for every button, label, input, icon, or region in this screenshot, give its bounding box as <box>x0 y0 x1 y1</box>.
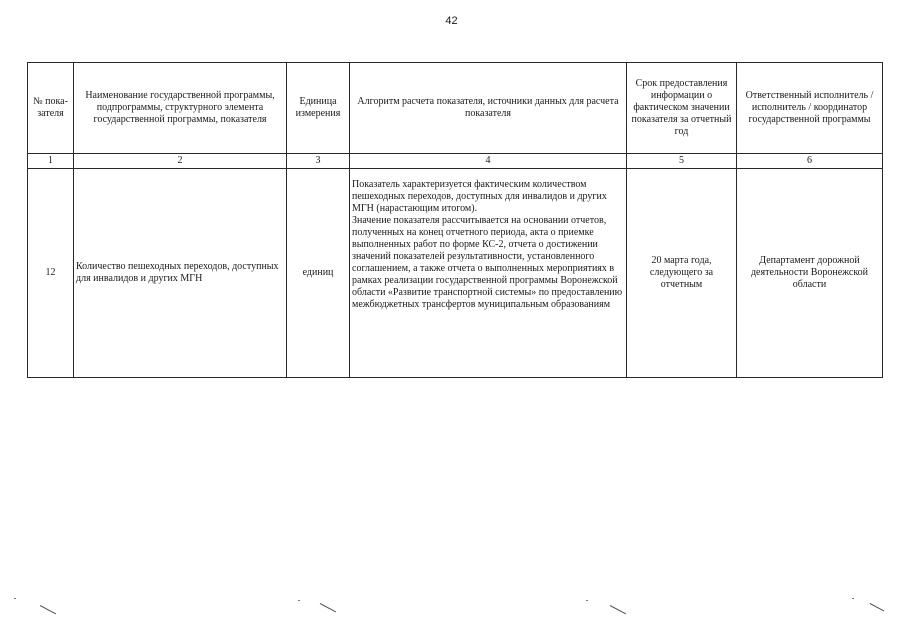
header-responsible: Ответственный исполнитель / исполнитель / координатор государственной программы <box>737 63 883 154</box>
column-number: 1 <box>28 154 74 169</box>
algorithm-paragraph: Значение показателя рассчитывается на основании отчетов, полученных на конец отчетного периода, акта о приемке выполненных работ по форме КС-2, отчета о достижении значений показателей результативности, установленного соглашением, а также отчета о выполненных мероприятиях в рамках реализации государственной программы Воронежской области «Развитие транспортной системы» по предоставлению межбюджетных трансфертов муниципальным образованиям <box>352 215 623 310</box>
column-number-row <box>28 154 883 169</box>
scan-artifact <box>40 605 56 614</box>
header-unit: Единица измерения <box>287 63 350 154</box>
header-indicator-number: № пока- зателя <box>28 63 74 154</box>
header-program-name: Наименование государственной программы, подпрограммы, структурного элемента государственной программы, показателя <box>74 63 287 154</box>
row-deadline: 20 марта года, следующего за отчетным <box>627 169 737 378</box>
column-number: 5 <box>627 154 737 169</box>
row-algorithm <box>350 169 627 378</box>
scan-artifact <box>870 603 885 611</box>
header-deadline: Срок предоставления информации о фактическом значении показателя за отчетный год <box>627 63 737 154</box>
row-responsible: Департамент дорожной деятельности Воронежской области <box>737 169 883 378</box>
row-indicator-name: Количество пешеходных переходов, доступных для инвалидов и других МГН <box>74 169 287 378</box>
scan-artifact <box>298 600 300 601</box>
header-algorithm: Алгоритм расчета показателя, источники данных для расчета показателя <box>350 63 627 154</box>
page-number: 42 <box>445 15 458 27</box>
row-number: 12 <box>28 169 74 378</box>
scan-artifact <box>852 598 854 599</box>
table-header-row <box>28 63 883 154</box>
column-number: 2 <box>74 154 287 169</box>
row-unit: единиц <box>287 169 350 378</box>
column-number: 4 <box>350 154 627 169</box>
column-number: 3 <box>287 154 350 169</box>
scan-artifact <box>610 605 626 614</box>
scan-artifact <box>586 600 588 601</box>
scan-artifact <box>320 603 336 612</box>
table-row <box>28 169 883 378</box>
algorithm-paragraph: Показатель характеризуется фактическим количеством пешеходных переходов, доступных для инвалидов и других МГН (нарастающим итогом). <box>352 179 607 214</box>
column-number: 6 <box>737 154 883 169</box>
indicators-table <box>27 62 883 378</box>
scan-artifact <box>14 598 16 599</box>
